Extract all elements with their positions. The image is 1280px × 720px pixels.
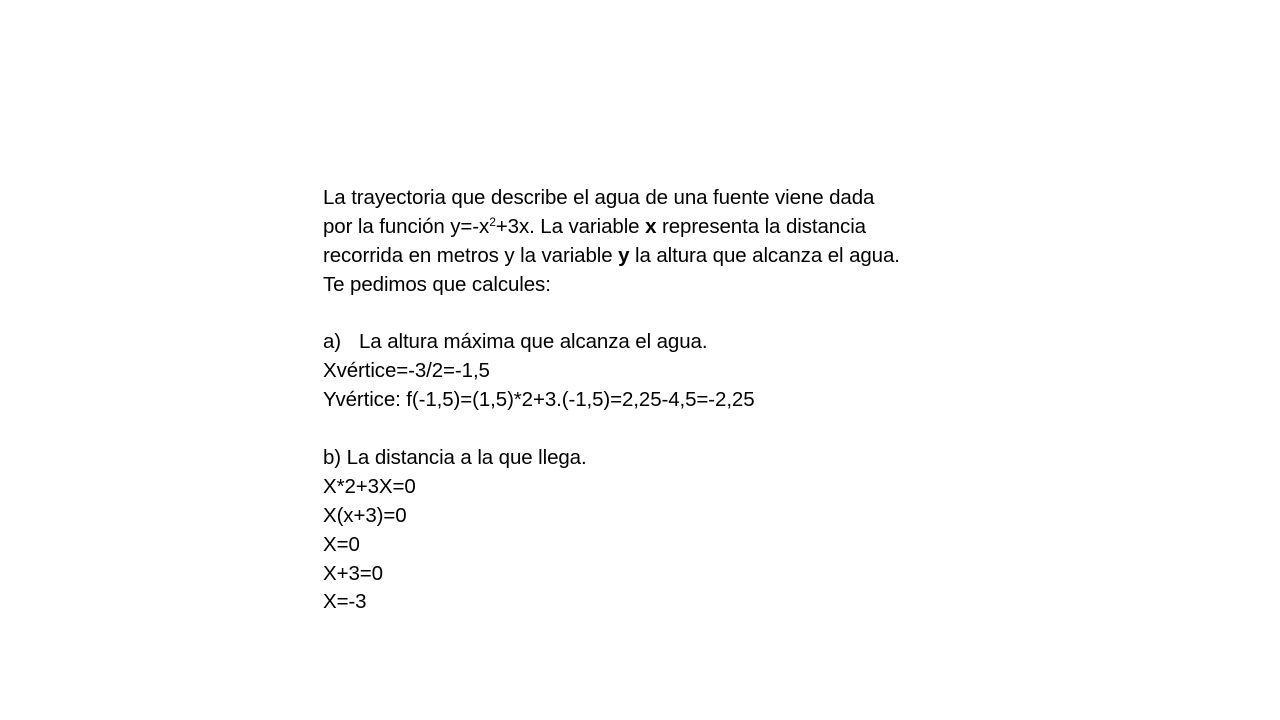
part-b-line-5: X=-3 xyxy=(323,590,367,614)
part-a-line-1: Xvértice=-3/2=-1,5 xyxy=(323,359,490,383)
part-b-line-4: X+3=0 xyxy=(323,561,383,585)
part-a-question-text: La altura máxima que alcanza el agua. xyxy=(359,330,708,354)
spacer xyxy=(323,415,963,444)
intro-line-4: Te pedimos que calcules: xyxy=(323,272,551,296)
part-a-line-2: Yvértice: f(-1,5)=(1,5)*2+3.(-1,5)=2,25-4,5=-2,25 xyxy=(323,388,755,412)
part-b-line-3: X=0 xyxy=(323,532,360,556)
variable-y: y xyxy=(618,243,630,267)
intro-line-1: La trayectoria que describe el agua de una fuente viene dada xyxy=(323,186,875,209)
part-b-line-2: X(x+3)=0 xyxy=(323,503,407,527)
intro-line-2-c: representa la distancia xyxy=(656,214,866,238)
part-a-marker: a) xyxy=(323,330,342,354)
part-a-question xyxy=(323,328,963,357)
exponent: 2 xyxy=(489,214,496,229)
intro-line-2-b: +3x. La variable xyxy=(495,214,646,238)
intro-line-2 xyxy=(323,213,963,242)
variable-x: x xyxy=(645,214,657,238)
intro-line-3-b: la altura que alcanza el agua. xyxy=(629,243,900,267)
part-b-line-1: X*2+3X=0 xyxy=(323,474,416,498)
spacer xyxy=(323,300,963,329)
intro-line-3-a: recorrida en metros y la variable xyxy=(323,243,619,267)
problem-text xyxy=(323,184,963,617)
part-b-question: b) La distancia a la que llega. xyxy=(323,446,587,470)
intro-line-3 xyxy=(323,242,963,271)
intro-line-2-a: por la función y=-x xyxy=(323,214,490,238)
